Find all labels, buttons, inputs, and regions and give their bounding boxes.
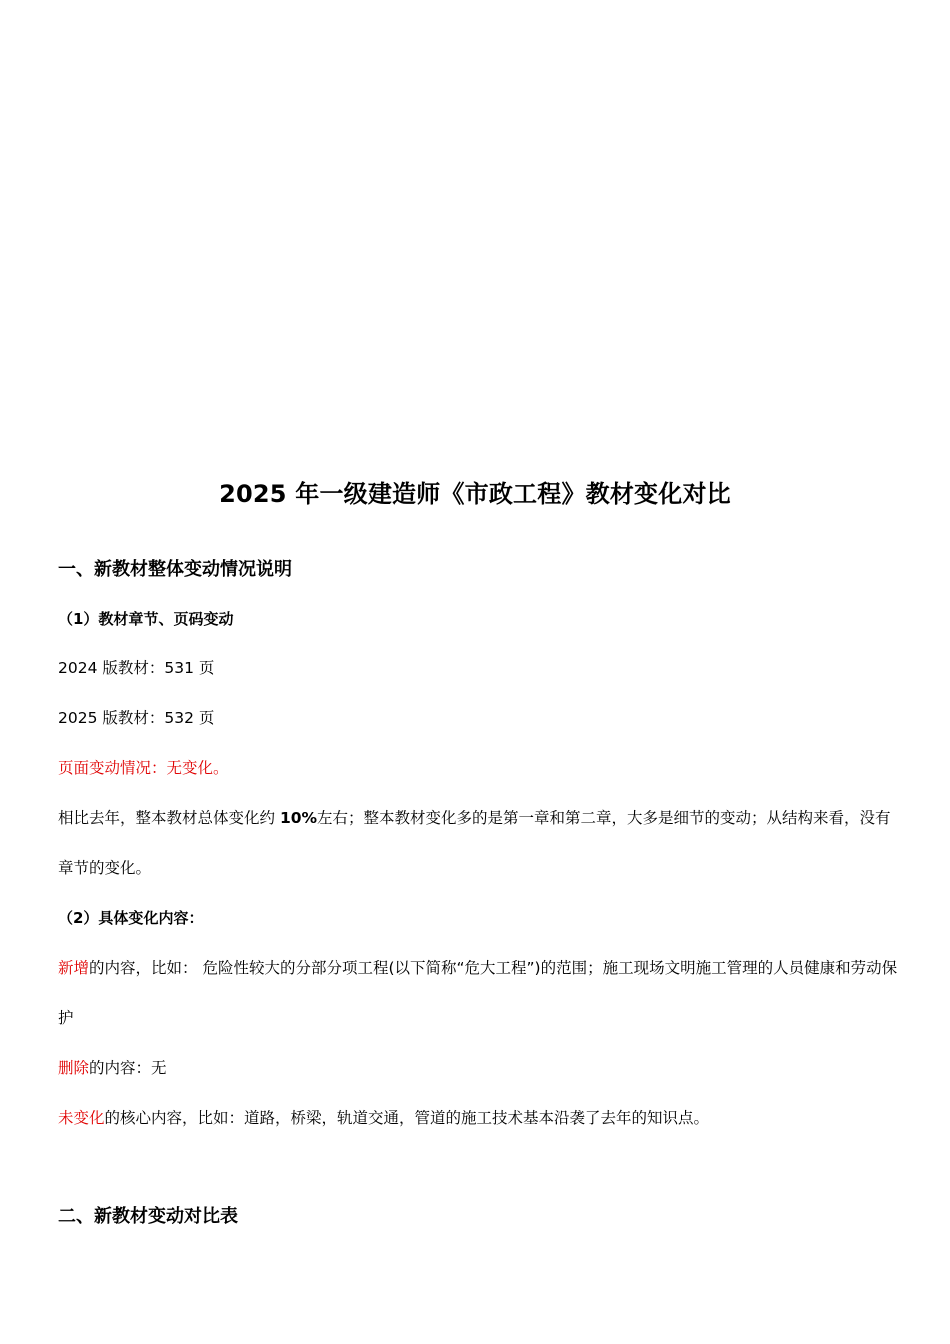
page-change-status: 页面变动情况：无变化。: [58, 759, 229, 777]
unchanged-text: 的核心内容，比如：道路，桥梁，轨道交通，管道的施工技术基本沿袭了去年的知识点。: [104, 1109, 710, 1127]
sub-heading-specific-changes: （2）具体变化内容：: [58, 909, 204, 927]
line-2024-edition: 2024 版教材：531 页: [58, 659, 215, 677]
summary-percent: 10%: [279, 809, 318, 827]
section1-heading: 一、新教材整体变动情况说明: [58, 559, 292, 580]
deleted-label: 删除: [58, 1059, 90, 1077]
added-label: 新增: [58, 959, 90, 977]
added-content-paragraph: [58, 943, 898, 1043]
summary-text-pre: 相比去年，整本教材总体变化约: [58, 809, 280, 827]
section2-heading: 二、新教材变动对比表: [58, 1206, 238, 1227]
line-2025-edition: 2025 版教材：532 页: [58, 709, 215, 727]
document-title: 2025 年一级建造师《市政工程》教材变化对比: [219, 480, 731, 508]
deleted-content-line: [58, 1043, 898, 1093]
summary-paragraph: [58, 793, 898, 893]
deleted-text: 的内容：无: [89, 1059, 167, 1077]
unchanged-label: 未变化: [58, 1109, 105, 1127]
summary-text-post: 左右；整本教材变化多的是第一章和第二章，大多是细节的变动；从结构来看，没有章节的变化。: [58, 809, 891, 877]
added-text: 的内容，比如： 危险性较大的分部分项工程(以下简称“危大工程”)的范围；施工现场文明施工管理的人员健康和劳动保护: [58, 959, 898, 1027]
sub-heading-chapters-pages: （1）教材章节、页码变动: [58, 610, 234, 628]
unchanged-content-line: [58, 1093, 898, 1143]
